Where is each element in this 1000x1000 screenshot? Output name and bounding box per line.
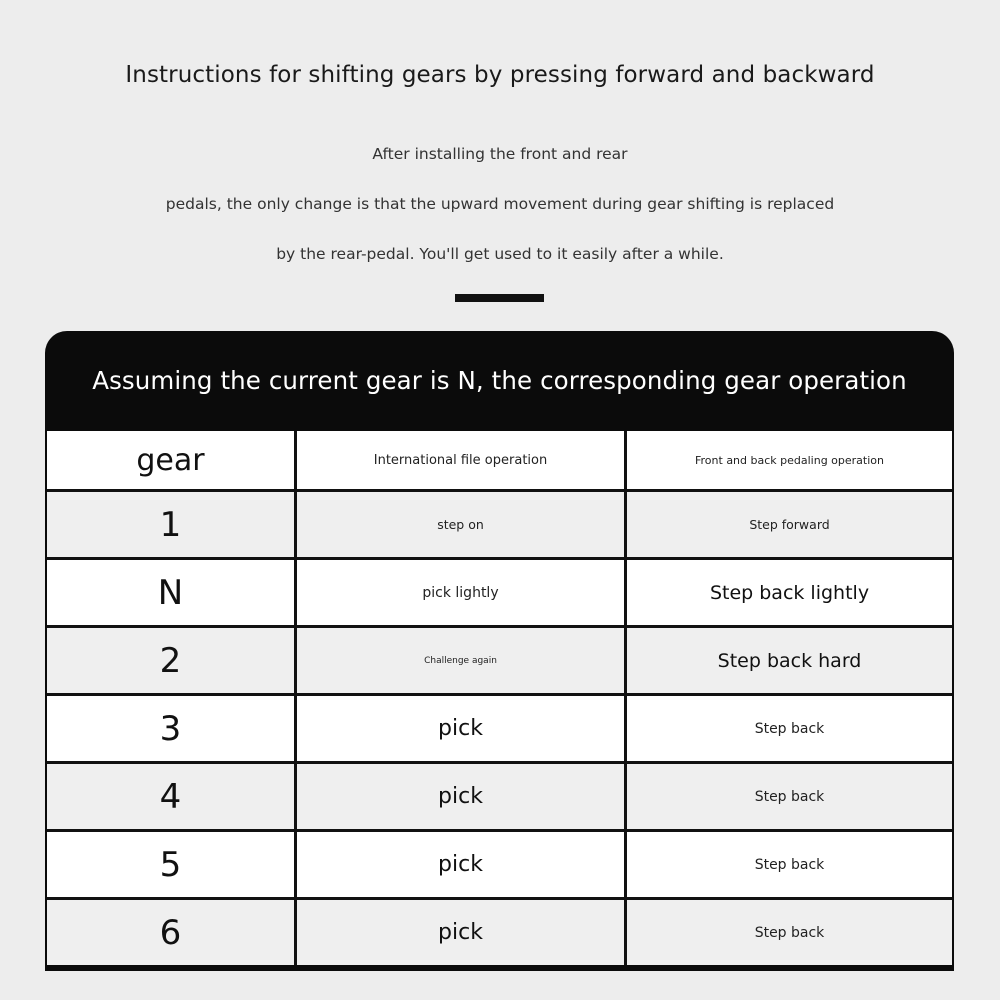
table-cell-pedaling: Step back bbox=[627, 900, 952, 965]
table-cell-pedaling: Step back bbox=[627, 696, 952, 761]
column-header-pedaling: Front and back pedaling operation bbox=[627, 431, 952, 489]
column-header-gear: gear bbox=[47, 431, 294, 489]
gear-operation-panel bbox=[45, 331, 954, 971]
table-cell-gear: 2 bbox=[47, 628, 294, 693]
description-line-2: pedals, the only change is that the upward movement during gear shifting is replaced bbox=[165, 195, 835, 213]
table-cell-gear: 3 bbox=[47, 696, 294, 761]
table-cell-pedaling: Step forward bbox=[627, 492, 952, 557]
table-cell-gear: N bbox=[47, 560, 294, 625]
table-cell-international: pick bbox=[297, 764, 624, 829]
table-cell-pedaling: Step back lightly bbox=[627, 560, 952, 625]
table-cell-pedaling: Step back bbox=[627, 832, 952, 897]
section-divider bbox=[455, 294, 544, 302]
table-cell-pedaling: Step back bbox=[627, 764, 952, 829]
table-cell-international: pick bbox=[297, 832, 624, 897]
page-title: Instructions for shifting gears by pressing forward and backward bbox=[125, 62, 875, 88]
table-cell-international: pick bbox=[297, 900, 624, 965]
description-line-3: by the rear-pedal. You'll get used to it easily after a while. bbox=[276, 245, 724, 263]
table-cell-international: Challenge again bbox=[297, 628, 624, 693]
table-cell-gear: 4 bbox=[47, 764, 294, 829]
description-line-1: After installing the front and rear bbox=[372, 145, 628, 163]
table-cell-international: pick bbox=[297, 696, 624, 761]
table-cell-gear: 5 bbox=[47, 832, 294, 897]
panel-title: Assuming the current gear is N, the corresponding gear operation bbox=[92, 366, 907, 395]
table-cell-gear: 1 bbox=[47, 492, 294, 557]
table-cell-international: pick lightly bbox=[297, 560, 624, 625]
table-cell-international: step on bbox=[297, 492, 624, 557]
table-cell-pedaling: Step back hard bbox=[627, 628, 952, 693]
table-cell-gear: 6 bbox=[47, 900, 294, 965]
gear-table bbox=[47, 431, 952, 965]
column-header-international: International file operation bbox=[297, 431, 624, 489]
